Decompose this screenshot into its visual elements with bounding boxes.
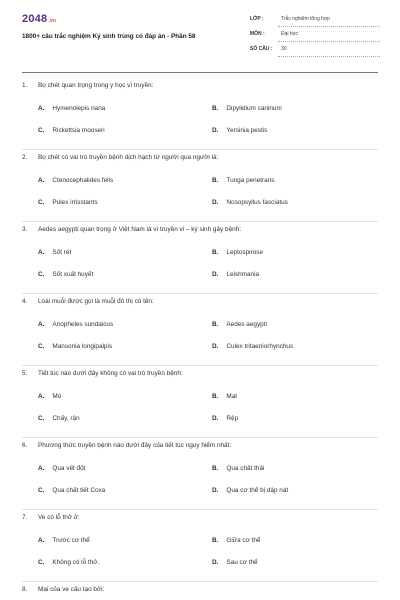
question-3 — [0, 222, 400, 294]
option-text: Sốt xuất huyết — [52, 271, 94, 278]
question-8 — [0, 582, 400, 600]
option-c[interactable] — [38, 343, 112, 350]
option-text: Hymenolepis nana — [52, 105, 106, 112]
question-text: Bọ chét quan trọng trong y học vì truyền: — [38, 82, 154, 89]
meta-divider — [278, 41, 380, 42]
option-a[interactable] — [38, 177, 113, 184]
header-separator — [22, 72, 378, 73]
option-letter: A. — [38, 177, 45, 184]
option-c[interactable] — [38, 415, 80, 422]
option-letter: A. — [38, 249, 45, 256]
logo-main: 2048 — [22, 13, 48, 25]
question-text: Bọ chét có vai trò truyền bệnh dịch hạch từ người qua người là: — [38, 154, 219, 161]
option-letter: D. — [212, 415, 219, 422]
option-letter: B. — [212, 393, 219, 400]
question-5 — [0, 366, 400, 438]
meta-subject-row — [250, 30, 380, 42]
option-a[interactable] — [38, 393, 61, 400]
option-letter: B. — [212, 537, 219, 544]
option-b[interactable] — [212, 177, 275, 184]
option-text: Không có lỗ thở. — [52, 559, 100, 566]
option-c[interactable] — [38, 487, 105, 494]
option-letter: D. — [212, 127, 219, 134]
option-letter: D. — [212, 199, 219, 206]
option-letter: C. — [38, 487, 45, 494]
option-b[interactable] — [212, 321, 267, 328]
site-logo[interactable] — [22, 13, 56, 25]
option-letter: D. — [212, 343, 219, 350]
option-text: Qua chất tiết Coxa — [52, 487, 106, 494]
option-letter: B. — [212, 465, 219, 472]
option-text: Pulex irrisstants — [52, 199, 98, 206]
question-number: 2. — [22, 154, 28, 161]
option-b[interactable] — [212, 393, 237, 400]
option-c[interactable] — [38, 271, 93, 278]
option-a[interactable] — [38, 249, 71, 256]
option-text: Chấy, rận — [52, 415, 80, 422]
option-letter: B. — [212, 321, 219, 328]
option-text: Dipylidium caninum — [226, 105, 282, 112]
option-letter: A. — [38, 105, 45, 112]
option-d[interactable] — [212, 271, 259, 278]
question-number: 5. — [22, 370, 28, 377]
question-1 — [0, 78, 400, 150]
question-number: 7. — [22, 514, 28, 521]
question-2 — [0, 150, 400, 222]
option-text: Mạt — [226, 393, 238, 400]
option-text: Nosopsyllus fasciatus — [226, 199, 288, 206]
option-letter: A. — [38, 537, 45, 544]
question-text: Mai của ve cấu tạo bởi: — [38, 586, 105, 593]
option-d[interactable] — [212, 559, 258, 566]
option-text: Trước cơ thể — [52, 537, 90, 544]
option-letter: C. — [38, 127, 45, 134]
option-text: Culex tritaeniorhynchus — [226, 343, 294, 350]
option-text: Ctenocephalides felis — [52, 177, 114, 184]
option-text: Qua chất thải — [226, 465, 265, 472]
meta-subject-value: Đại học — [281, 31, 298, 37]
option-text: Anopheles sundaicus — [52, 321, 114, 328]
option-letter: C. — [38, 199, 45, 206]
option-letter: A. — [38, 465, 45, 472]
option-text: Leptospirose — [226, 249, 263, 256]
option-b[interactable] — [212, 105, 282, 112]
meta-class-label: LỚP : — [250, 16, 264, 22]
option-d[interactable] — [212, 127, 267, 134]
option-text: Qua vết đốt — [52, 465, 86, 472]
option-letter: D. — [212, 559, 219, 566]
option-text: Sốt rét — [52, 249, 72, 256]
option-text: Leishmania — [226, 271, 260, 278]
option-text: Rickettsia mooseri — [52, 127, 105, 134]
option-letter: A. — [38, 393, 45, 400]
option-letter: D. — [212, 271, 219, 278]
question-text: Ve có lỗ thở ở: — [38, 514, 80, 521]
option-letter: C. — [38, 343, 45, 350]
option-d[interactable] — [212, 487, 288, 494]
option-b[interactable] — [212, 537, 260, 544]
option-b[interactable] — [212, 465, 264, 472]
logo-suffix: .vn — [48, 18, 57, 24]
question-number: 4. — [22, 298, 28, 305]
option-text: Giữa cơ thể — [226, 537, 261, 544]
option-c[interactable] — [38, 127, 105, 134]
question-4 — [0, 294, 400, 366]
option-c[interactable] — [38, 559, 99, 566]
option-d[interactable] — [212, 199, 288, 206]
document-title: 1800+ câu trắc nghiệm Ký sinh trùng có đáp án - Phần 58 — [22, 33, 196, 40]
option-letter: B. — [212, 249, 219, 256]
page-header — [0, 0, 400, 70]
option-text: Rệp — [226, 415, 239, 422]
option-letter: C. — [38, 415, 45, 422]
option-a[interactable] — [38, 537, 90, 544]
meta-class-row — [250, 15, 380, 27]
question-6 — [0, 438, 400, 510]
meta-count-value: 30 — [281, 46, 287, 52]
option-a[interactable] — [38, 321, 113, 328]
meta-subject-label: MÔN : — [250, 31, 265, 37]
meta-count-row — [250, 45, 380, 57]
option-d[interactable] — [212, 343, 293, 350]
option-letter: B. — [212, 177, 219, 184]
meta-divider — [278, 26, 380, 27]
option-b[interactable] — [212, 249, 263, 256]
option-text: Tunga penetrans — [226, 177, 275, 184]
option-d[interactable] — [212, 415, 238, 422]
question-number: 3. — [22, 226, 28, 233]
question-number: 6. — [22, 442, 28, 449]
option-a[interactable] — [38, 465, 85, 472]
question-text: Aedes aegypti quan trọng ở Việt Nam là vì truyền vi – ký sinh gây bệnh: — [38, 226, 242, 233]
question-text: Phương thức truyền bệnh nào dưới đây của tiết túc nguy hiểm nhất: — [38, 442, 232, 449]
option-text: Aedes aegypti — [226, 321, 267, 328]
option-text: Qua cơ thể bị dập nát — [226, 487, 289, 494]
question-number: 8. — [22, 586, 28, 593]
option-text: Mansonia longipalpis — [52, 343, 113, 350]
question-text: Tiết túc nào dưới đây không có vai trò truyền bệnh: — [38, 370, 183, 377]
option-text: Mò — [52, 393, 62, 400]
option-letter: A. — [38, 321, 45, 328]
meta-divider — [278, 56, 380, 57]
option-letter: B. — [212, 105, 219, 112]
option-a[interactable] — [38, 105, 105, 112]
option-text: Sau cơ thể — [226, 559, 258, 566]
meta-count-label: SỐ CÂU : — [250, 46, 273, 52]
option-letter: C. — [38, 559, 45, 566]
meta-class-value: Trắc nghiệm tổng hợp — [281, 16, 330, 22]
option-letter: D. — [212, 487, 219, 494]
question-text: Loài muỗi được gọi là muỗi đô thị có tên: — [38, 298, 154, 305]
option-letter: C. — [38, 271, 45, 278]
option-c[interactable] — [38, 199, 98, 206]
question-7 — [0, 510, 400, 582]
option-text: Yersinia pestis — [226, 127, 268, 134]
question-number: 1. — [22, 82, 28, 89]
